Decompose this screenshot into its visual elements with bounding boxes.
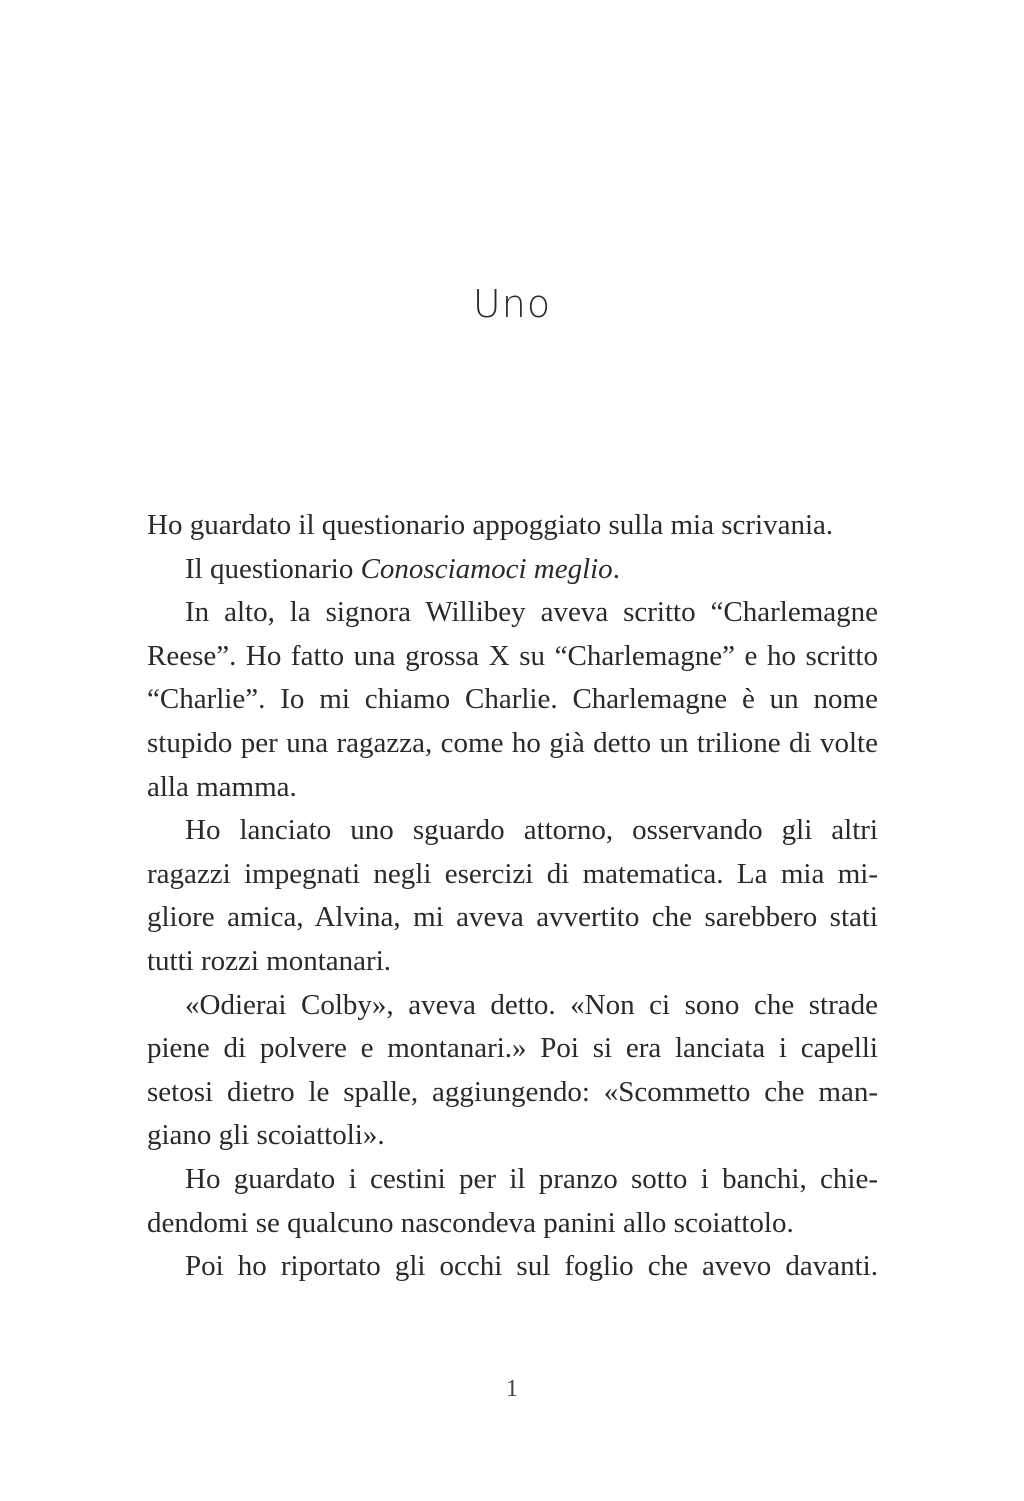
questionnaire-title: Conosciamoci meglio: [360, 552, 613, 585]
paragraph-7: Poi ho riportato gli occhi sul foglio che avevo davanti.: [185, 1250, 878, 1283]
paragraph-6: Ho guardato i cestini per il pranzo sotto i banchi, chiedendomi se qualcuno nascondeva panini allo scoiattolo.: [147, 1162, 878, 1239]
paragraph-3: In alto, la signora Willibey aveva scritto “Charlemagne Reese”. Ho fatto una grossa X su “Charlemagne” e ho scritto “Charlie”. Io mi chiamo Charlie. Charlemagne è un nome stupido per una ragazza, come ho già detto un trilione di volte alla mamma.: [147, 596, 878, 803]
body-text: [147, 504, 878, 1289]
paragraph-4: Ho lanciato uno sguardo attorno, osservando gli altri ragazzi impegnati negli esercizi di matematica. La mia migliore amica, Alvina, mi aveva avvertito che sarebbero stati tutti rozzi montanari.: [147, 814, 878, 977]
chapter-title: Uno: [472, 282, 552, 326]
paragraph-5: «Odierai Colby», aveva detto. «Non ci sono che strade piene di polvere e montanari.» Poi si era lanciata i capelli setosi dietro le spalle, aggiungendo: «Scommetto che mangiano gli scoiattoli».: [147, 988, 878, 1152]
page-number: 1: [506, 1376, 518, 1402]
paragraph-2: [147, 548, 878, 592]
paragraph-2-lead: Il questionario: [185, 552, 361, 585]
paragraph-2-tail: .: [612, 552, 620, 585]
paragraph-1: Ho guardato il questionario appoggiato sulla mia scrivania.: [147, 509, 834, 541]
